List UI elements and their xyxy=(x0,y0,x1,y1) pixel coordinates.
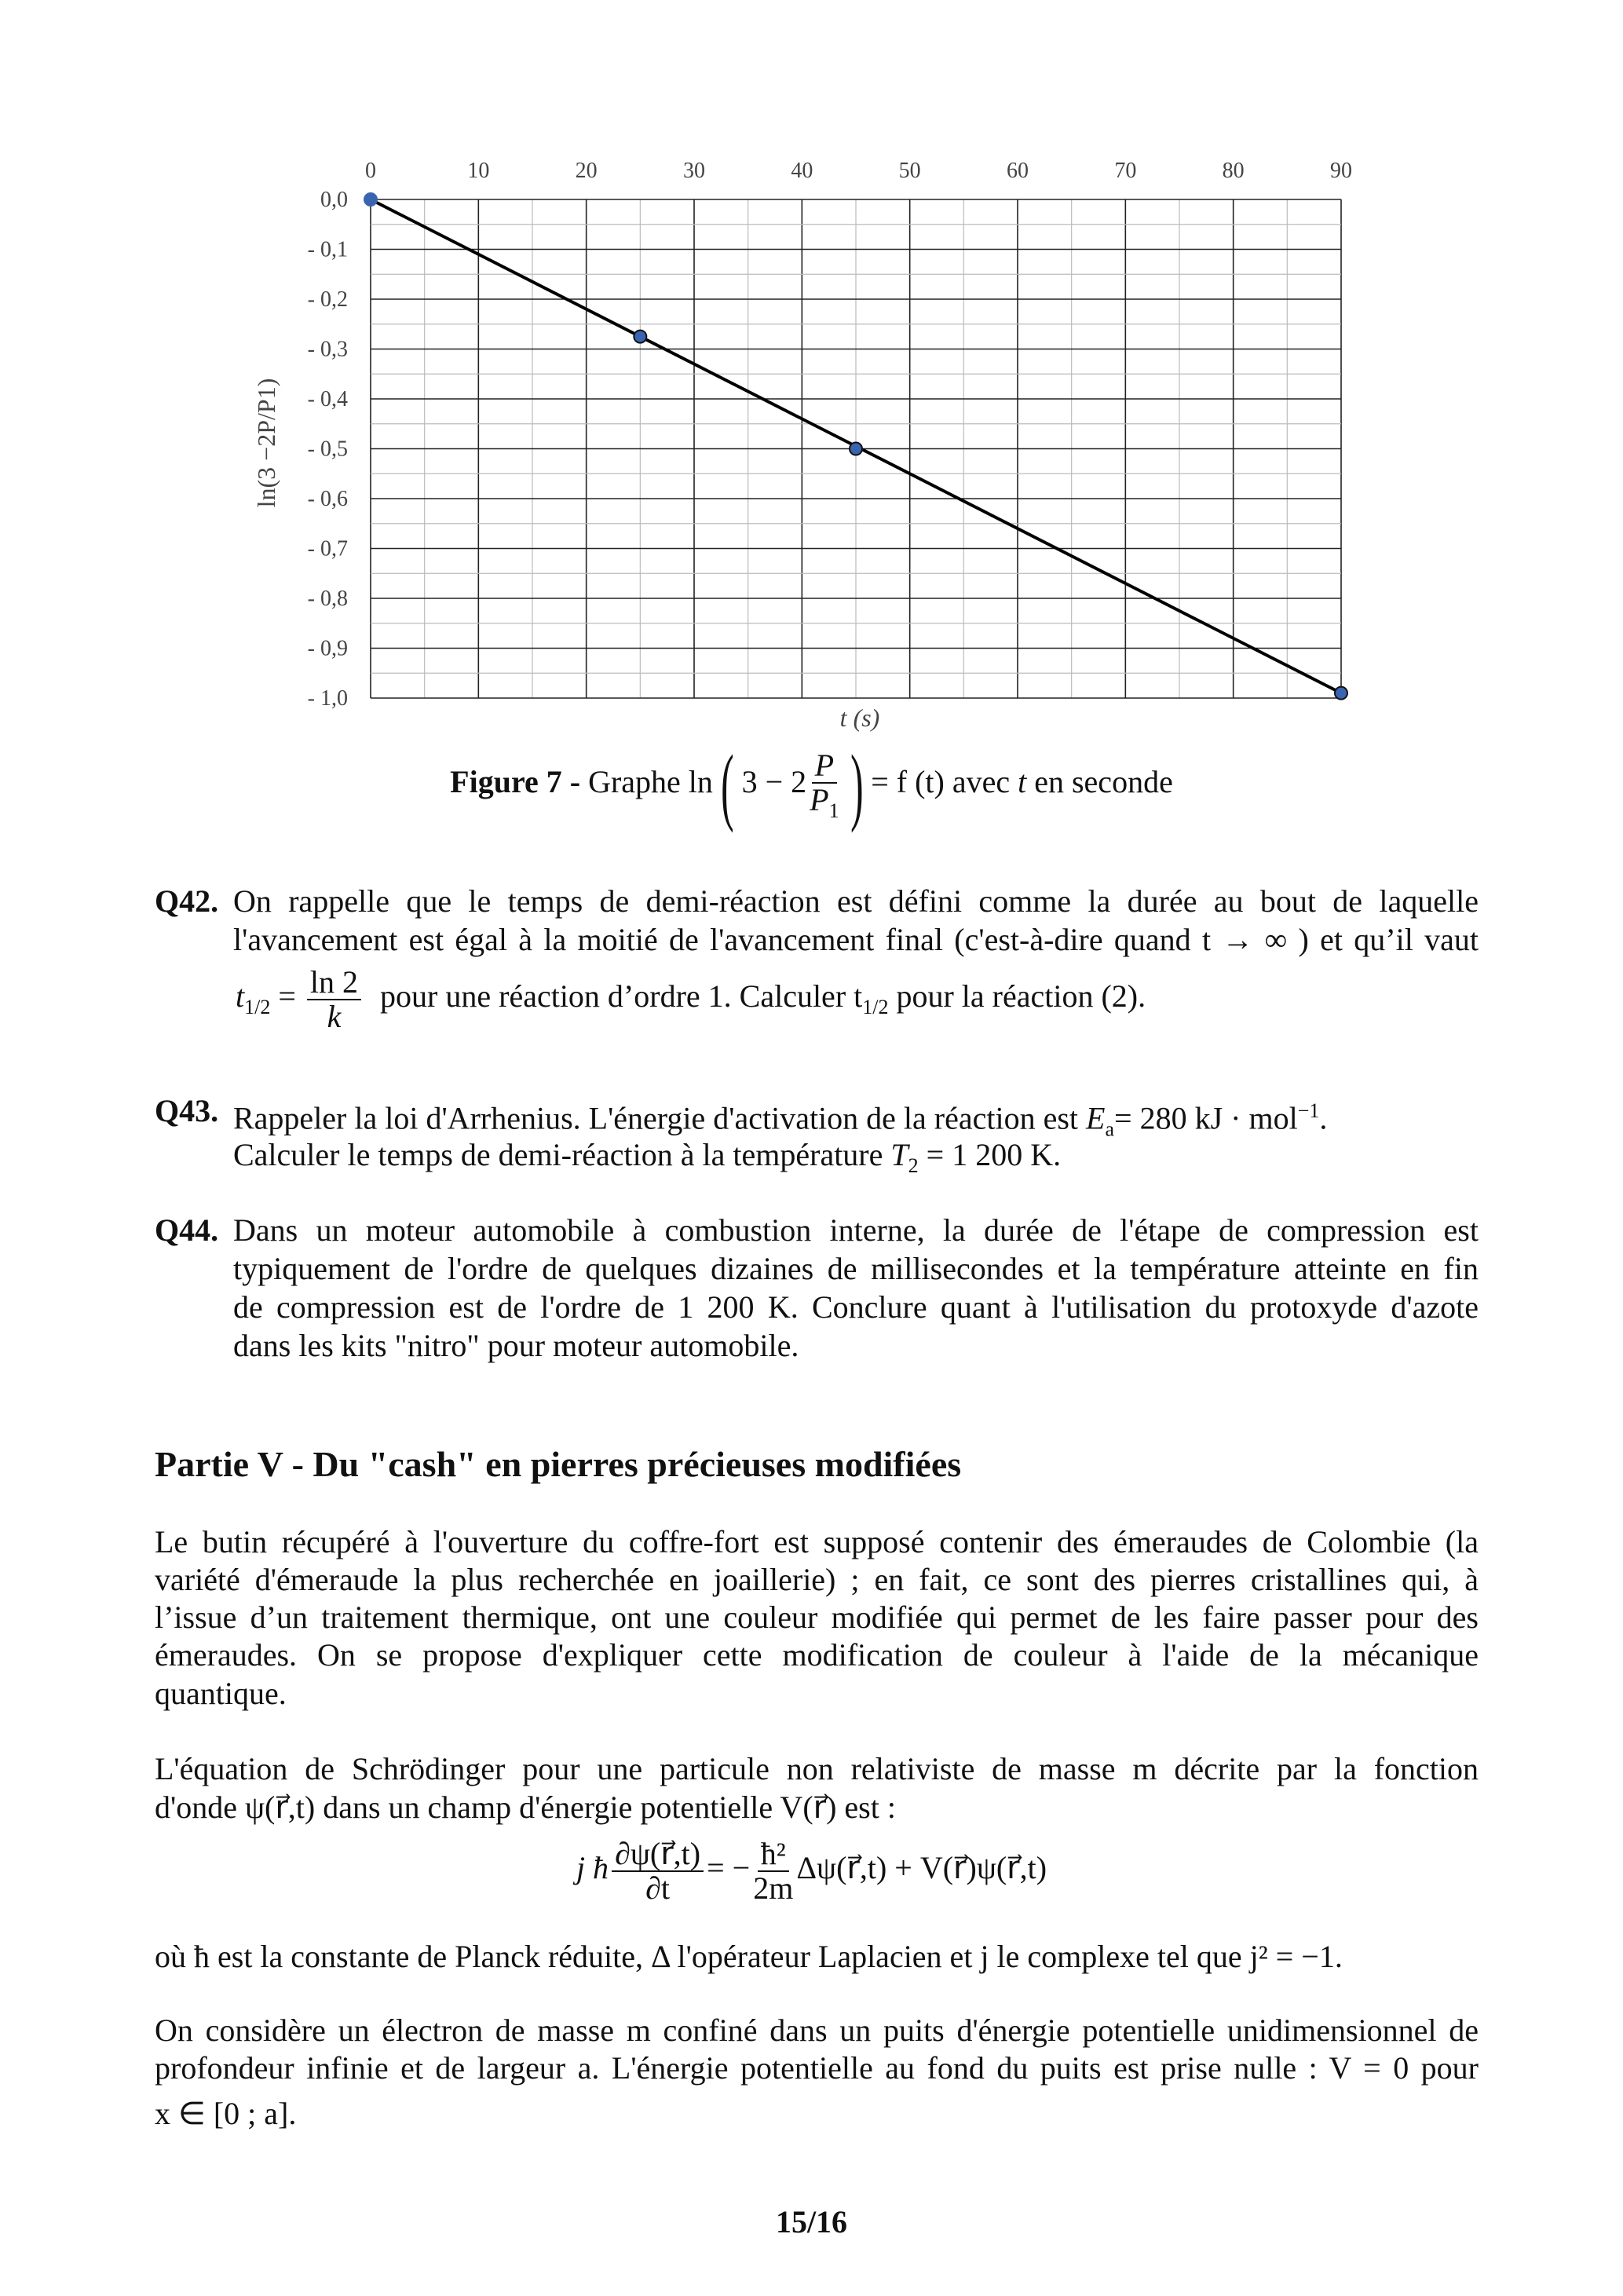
fraction-num: ∂ψ(r⃗,t) xyxy=(612,1837,704,1872)
x-tick-label: 80 xyxy=(1222,159,1245,183)
fraction-num: ħ² xyxy=(758,1837,789,1872)
data-point xyxy=(364,193,377,206)
q44-line: dans les kits "nitro" pour moteur automobile. xyxy=(233,1328,799,1363)
t-half: t xyxy=(236,978,245,1015)
paragraph-line: profondeur infinie et de largeur a. L'énergie potentielle au fond du puits est prise nulle : V = 0 pour xyxy=(155,2050,1479,2086)
y-tick-label: - 0,5 xyxy=(307,437,348,462)
ea-symbol: E xyxy=(1086,1100,1106,1136)
q42-sub: 1/2 xyxy=(862,996,889,1019)
y-tick-label: - 0,9 xyxy=(307,636,348,661)
q43-text: Rappeler la loi d'Arrhenius. L'énergie d'activation de la réaction est xyxy=(233,1100,1079,1136)
x-tick-label: 40 xyxy=(791,159,813,183)
data-point xyxy=(1335,687,1347,700)
q42-text-end: pour la réaction (2). xyxy=(896,978,1146,1015)
data-point xyxy=(850,443,862,455)
fraction-den: P xyxy=(810,781,829,817)
paragraph-line: l’issue d’un traitement thermique, ont une couleur modifiée qui permet de les faire passer pour des xyxy=(155,1600,1479,1635)
caption-text: Graphe xyxy=(588,764,681,800)
page-number: 15/16 xyxy=(775,2204,848,2239)
paragraph-line: x ∈ [0 ; a]. xyxy=(155,2096,297,2131)
t2-symbol: T xyxy=(890,1137,908,1172)
q43-line-2 xyxy=(233,1136,1479,1185)
q44-line: de compression est de l'ordre de 1 200 K. Conclure quant à l'utilisation du protoxyde d'azote xyxy=(233,1289,1479,1325)
y-tick-label: - 0,4 xyxy=(307,387,348,411)
y-tick-label: - 0,8 xyxy=(307,587,348,611)
x-tick-label: 50 xyxy=(898,159,921,183)
x-tick-labels xyxy=(365,159,1352,183)
y-tick-label: - 1,0 xyxy=(307,686,348,711)
ea-value: = 280 kJ · mol xyxy=(1114,1100,1298,1136)
caption-fraction xyxy=(810,749,839,821)
x-tick-label: 90 xyxy=(1330,159,1352,183)
fraction-den: ∂t xyxy=(645,1870,671,1906)
fraction-num: P xyxy=(812,749,837,784)
paragraph-line: Le butin récupéré à l'ouverture du coffre-fort est supposé contenir des émeraudes de Colombie (la xyxy=(155,1524,1479,1559)
paragraph-line: où ħ est la constante de Planck réduite, Δ l'opérateur Laplacien et j le complexe tel que j² = −1. xyxy=(155,1939,1343,1974)
section-heading: Partie V - Du "cash" en pierres précieuses modifiées xyxy=(155,1444,962,1484)
paragraph-line: d'onde ψ(r⃗,t) dans un champ d'énergie potentielle V(r⃗) est : xyxy=(155,1790,896,1825)
figure-7-chart xyxy=(0,0,1623,754)
eq-lhs-fraction xyxy=(612,1837,704,1905)
q42-line-2: l'avancement est égal à la moitié de l'avancement final (c'est-à-dire quand t → ∞ ) et qu’il vaut xyxy=(233,922,1479,957)
y-tick-label: 0,0 xyxy=(320,188,348,212)
x-tick-label: 0 xyxy=(365,159,376,183)
caption-text3: en seconde xyxy=(1034,764,1173,800)
y-tick-label: - 0,7 xyxy=(307,536,348,561)
question-label-q43: Q43. xyxy=(155,1093,219,1128)
fraction-den: k xyxy=(327,999,342,1034)
equals: = xyxy=(278,978,296,1015)
q44-line: Dans un moteur automobile à combustion interne, la durée de l'étape de compression est xyxy=(233,1212,1479,1248)
data-point xyxy=(634,331,646,343)
x-tick-label: 70 xyxy=(1114,159,1137,183)
paragraph-line: émeraudes. On se propose d'expliquer cette modification de couleur à l'aide de la mécanique xyxy=(155,1637,1479,1673)
y-tick-labels xyxy=(308,188,348,711)
y-tick-label: - 0,3 xyxy=(307,337,348,362)
y-axis-label: ln(3 −2P/P1) xyxy=(252,378,280,508)
q42-text: pour une réaction d’ordre 1. Calculer t xyxy=(380,978,863,1015)
paragraph-line: quantique. xyxy=(155,1676,287,1711)
eq-rhs-rest: Δψ(r⃗,t) + V(r⃗)ψ(r⃗,t) xyxy=(796,1850,1047,1886)
q43-period: . xyxy=(1319,1100,1328,1136)
caption-label: Figure 7 - xyxy=(450,764,581,800)
x-tick-label: 20 xyxy=(575,159,598,183)
caption-ln: ln xyxy=(688,764,713,800)
x-tick-label: 10 xyxy=(467,159,490,183)
y-tick-label: - 0,6 xyxy=(307,487,348,511)
y-tick-label: - 0,1 xyxy=(307,237,348,262)
eq-rhs-fraction xyxy=(753,1837,793,1905)
t-half-sub: 1/2 xyxy=(244,996,271,1019)
schrodinger-equation xyxy=(0,1837,1623,1905)
question-label-q44: Q44. xyxy=(155,1212,219,1248)
t2-value: = 1 200 K. xyxy=(926,1137,1062,1172)
caption-t: t xyxy=(1018,764,1027,800)
question-label-q42: Q42. xyxy=(155,883,219,919)
paragraph-line: variété d'émeraude la plus recherchée en joaillerie) ; en fait, ce sont des pierres cristallines qui, à xyxy=(155,1562,1479,1597)
paragraph-line: L'équation de Schrödinger pour une particule non relativiste de masse m décrite par la fonction xyxy=(155,1751,1479,1786)
caption-expr-left: 3 − 2 xyxy=(741,764,807,800)
eq-equals: = − xyxy=(707,1850,751,1886)
fraction-den-sub: 1 xyxy=(828,799,839,822)
fraction-num: ln 2 xyxy=(307,966,361,1000)
paragraph-line: On considère un électron de masse m confiné dans un puits d'énergie potentielle unidimensionnel de xyxy=(155,2013,1479,2048)
q42-line-3 xyxy=(236,966,1481,1033)
figure-caption: Figure 7 - Graphe ln( 3 − 2 $\frac{P}{P_1}$ ) = f (t) avec t en seconde xyxy=(450,737,1173,833)
ea-sub: a xyxy=(1105,1117,1115,1141)
fraction-den: 2m xyxy=(753,1870,794,1906)
q43-text2: Calculer le temps de demi-réaction à la température xyxy=(233,1137,883,1172)
ea-sup: −1 xyxy=(1297,1099,1320,1122)
x-tick-label: 60 xyxy=(1007,159,1029,183)
x-tick-label: 30 xyxy=(683,159,705,183)
caption-expr-right: = f (t) xyxy=(871,764,945,800)
eq-lhs-pre: j ħ xyxy=(576,1850,609,1886)
t2-sub: 2 xyxy=(908,1154,919,1177)
x-axis-label: t (s) xyxy=(839,704,880,732)
ln2-over-k xyxy=(307,966,361,1033)
q42-line-1: On rappelle que le temps de demi-réaction est défini comme la durée au bout de laquelle xyxy=(233,883,1479,919)
y-tick-label: - 0,2 xyxy=(307,287,348,312)
q44-line: typiquement de l'ordre de quelques dizaines de millisecondes et la température atteinte en fin xyxy=(233,1251,1479,1286)
caption-text2: avec xyxy=(952,764,1011,800)
